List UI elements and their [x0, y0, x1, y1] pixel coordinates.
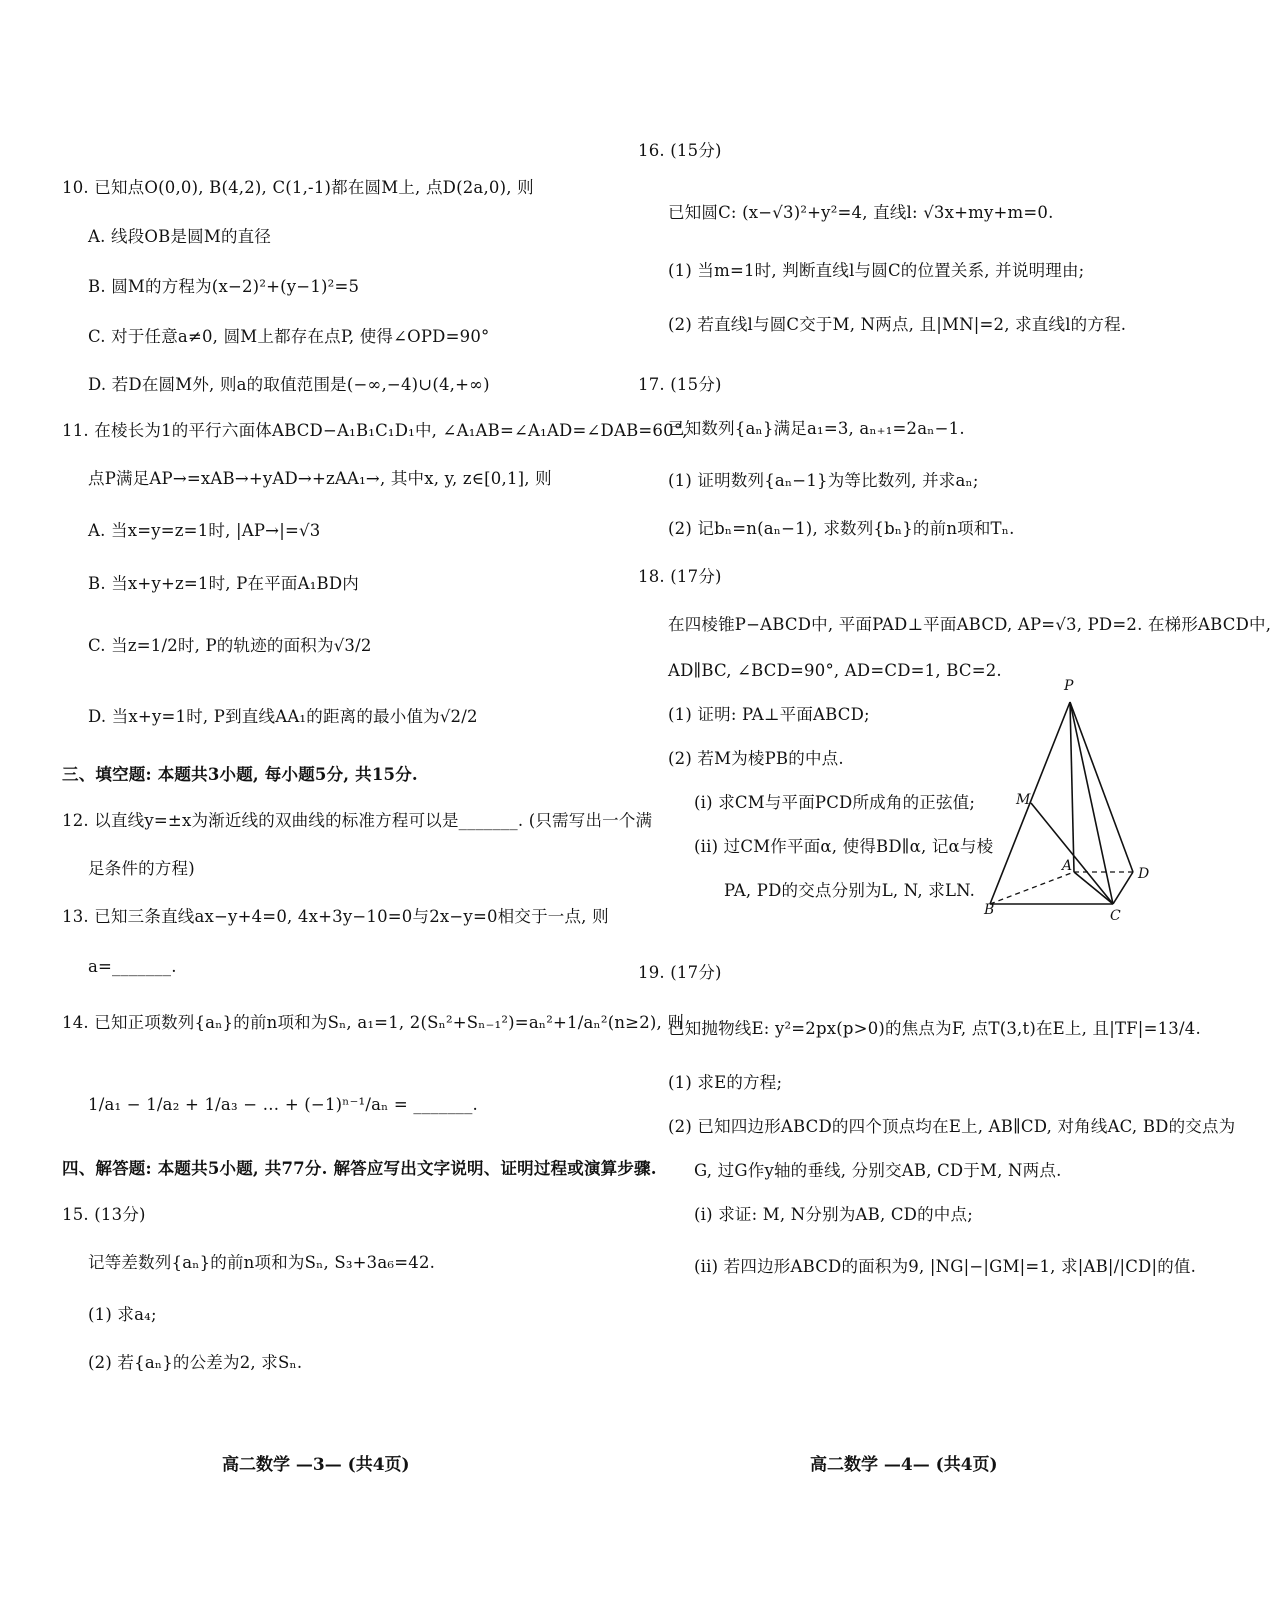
q12-stem: 12. 以直线y=±x为渐近线的双曲线的标准方程可以是_______. (只需写出一个满 [62, 811, 653, 830]
q19-part-2-i: (i) 求证: M, N分别为AB, CD的中点; [694, 1205, 973, 1224]
q19-heading: 19. (17分) [638, 963, 722, 982]
q11-option-d: D. 当x+y=1时, P到直线AA₁的距离的最小值为√2/2 [88, 707, 478, 726]
q18-stem-cont: AD∥BC, ∠BCD=90°, AD=CD=1, BC=2. [668, 661, 1002, 680]
q18-stem: 在四棱锥P−ABCD中, 平面PAD⊥平面ABCD, AP=√3, PD=2. 在梯形ABCD中, [668, 615, 1271, 634]
q11-stem: 11. 在棱长为1的平行六面体ABCD−A₁B₁C₁D₁中, ∠A₁AB=∠A₁AD=∠DAB=60°, [62, 421, 688, 440]
q10-stem: 10. 已知点O(0,0), B(4,2), C(1,-1)都在圆M上, 点D(2a,0), 则 [62, 178, 534, 197]
q18-part-2-ii-cont: PA, PD的交点分别为L, N, 求LN. [724, 881, 976, 900]
q18-part-2-i: (i) 求CM与平面PCD所成角的正弦值; [694, 793, 976, 812]
pyramid-diagram [984, 678, 1198, 950]
label-c: C [1110, 908, 1121, 924]
q11-option-b: B. 当x+y+z=1时, P在平面A₁BD内 [88, 574, 359, 593]
q10-option-a: A. 线段OB是圆M的直径 [88, 227, 272, 246]
q11-option-a: A. 当x=y=z=1时, |AP→|=√3 [88, 521, 321, 540]
q16-heading: 16. (15分) [638, 141, 722, 160]
q10-option-d: D. 若D在圆M外, 则a的取值范围是(−∞,−4)∪(4,+∞) [88, 375, 490, 394]
q11-option-c: C. 当z=1/2时, P的轨迹的面积为√3/2 [88, 636, 372, 655]
q17-part-2: (2) 记bₙ=n(aₙ−1), 求数列{bₙ}的前n项和Tₙ. [668, 519, 1015, 538]
left-page-footer: 高二数学 —3— (共4页) [222, 1455, 410, 1475]
q19-part-2-cont: G, 过G作y轴的垂线, 分别交AB, CD于M, N两点. [694, 1161, 1062, 1180]
label-d: D [1138, 866, 1150, 882]
q19-stem: 已知抛物线E: y²=2px(p>0)的焦点为F, 点T(3,t)在E上, 且|TF|=13/4. [668, 1019, 1201, 1038]
label-p: P [1064, 678, 1074, 694]
q13-answer-blank: a=_______. [88, 957, 177, 976]
q12-stem-cont: 足条件的方程) [88, 859, 195, 878]
q17-stem: 已知数列{aₙ}满足a₁=3, aₙ₊₁=2aₙ−1. [668, 419, 965, 438]
q17-part-1: (1) 证明数列{aₙ−1}为等比数列, 并求aₙ; [668, 471, 979, 490]
label-a: A [1062, 858, 1073, 874]
q10-option-b: B. 圆M的方程为(x−2)²+(y−1)²=5 [88, 277, 360, 296]
q15-stem: 记等差数列{aₙ}的前n项和为Sₙ, S₃+3a₆=42. [88, 1253, 436, 1272]
q15-part-1: (1) 求a₄; [88, 1305, 157, 1324]
q18-part-1: (1) 证明: PA⊥平面ABCD; [668, 705, 870, 724]
q19-part-2-ii: (ii) 若四边形ABCD的面积为9, |NG|−|GM|=1, 求|AB|/|CD|的值. [694, 1257, 1197, 1276]
q14-expression: 1/a₁ − 1/a₂ + 1/a₃ − … + (−1)ⁿ⁻¹/aₙ = _______. [88, 1095, 478, 1114]
q11-stem-cont: 点P满足AP→=xAB→+yAD→+zAA₁→, 其中x, y, z∈[0,1], 则 [88, 469, 552, 488]
pyramid-figure [984, 678, 1198, 950]
q18-part-2: (2) 若M为棱PB的中点. [668, 749, 844, 768]
q10-option-c: C. 对于任意a≠0, 圆M上都存在点P, 使得∠OPD=90° [88, 327, 490, 346]
section-4-heading: 四、解答题: 本题共5小题, 共77分. 解答应写出文字说明、证明过程或演算步骤. [62, 1159, 657, 1178]
right-page-footer: 高二数学 —4— (共4页) [810, 1455, 998, 1475]
q19-part-2: (2) 已知四边形ABCD的四个顶点均在E上, AB∥CD, 对角线AC, BD的交点为 [668, 1117, 1236, 1136]
label-b: B [984, 902, 995, 918]
q19-part-1: (1) 求E的方程; [668, 1073, 783, 1092]
q18-heading: 18. (17分) [638, 567, 722, 586]
q15-heading: 15. (13分) [62, 1205, 146, 1224]
q16-part-1: (1) 当m=1时, 判断直线l与圆C的位置关系, 并说明理由; [668, 261, 1085, 280]
q16-part-2: (2) 若直线l与圆C交于M, N两点, 且|MN|=2, 求直线l的方程. [668, 315, 1127, 334]
q18-part-2-ii: (ii) 过CM作平面α, 使得BD∥α, 记α与棱 [694, 837, 994, 856]
q13-stem: 13. 已知三条直线ax−y+4=0, 4x+3y−10=0与2x−y=0相交于一点, 则 [62, 907, 609, 926]
q16-stem: 已知圆C: (x−√3)²+y²=4, 直线l: √3x+my+m=0. [668, 203, 1054, 222]
q14-stem: 14. 已知正项数列{aₙ}的前n项和为Sₙ, a₁=1, 2(Sₙ²+Sₙ₋₁²)=aₙ²+1/aₙ²(n≥2), 则 [62, 1013, 685, 1032]
label-m: M [1016, 792, 1031, 808]
q15-part-2: (2) 若{aₙ}的公差为2, 求Sₙ. [88, 1353, 303, 1372]
q17-heading: 17. (15分) [638, 375, 722, 394]
section-3-heading: 三、填空题: 本题共3小题, 每小题5分, 共15分. [62, 765, 418, 784]
